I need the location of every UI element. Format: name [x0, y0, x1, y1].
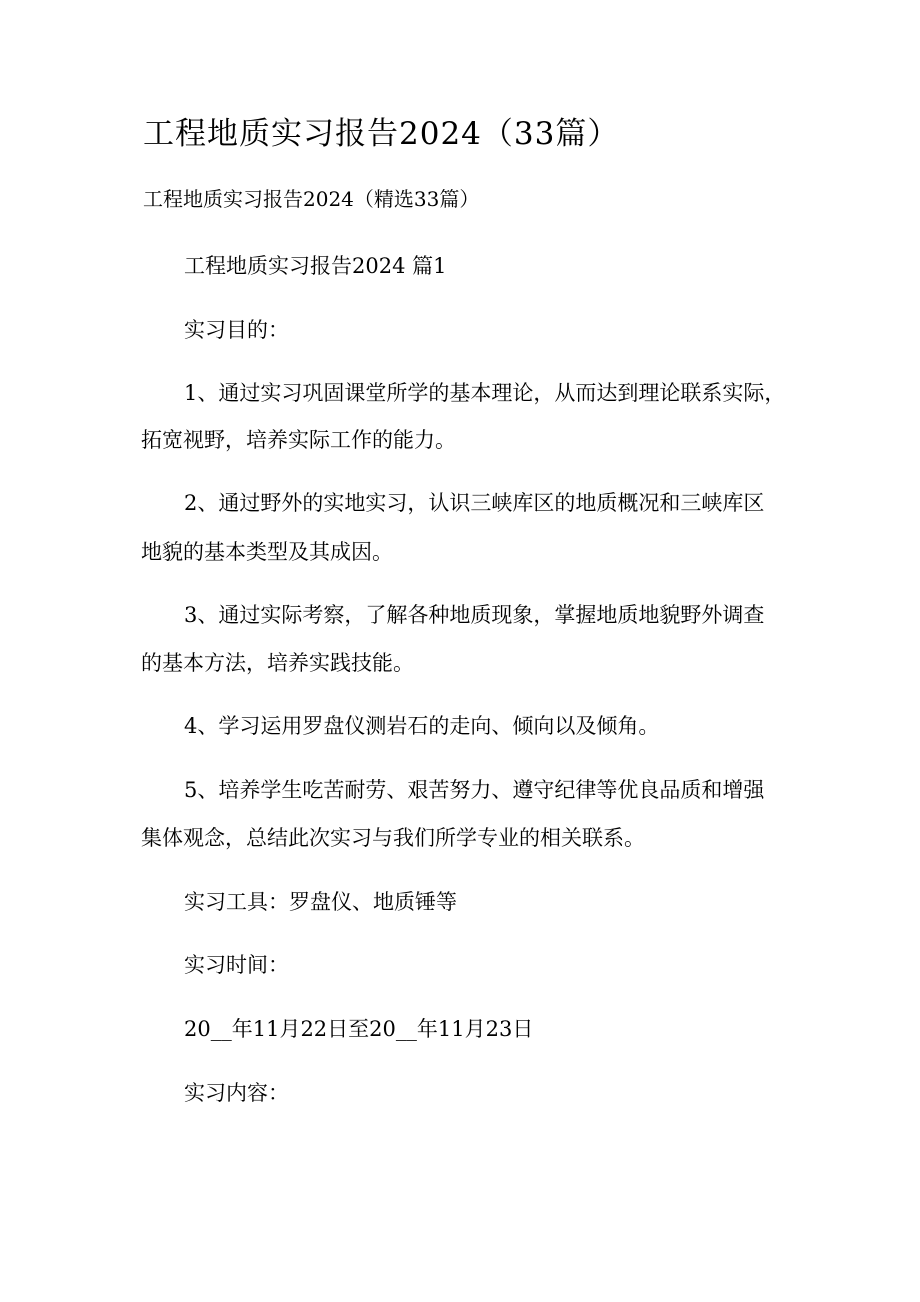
item-3-line-1: 3、通过实际考察，了解各种地质现象，掌握地质地貌野外调查: [184, 603, 765, 627]
item-2-line-2: 地貌的基本类型及其成因。: [141, 540, 393, 564]
item-4-line-1: 4、学习运用罗盘仪测岩石的走向、倾向以及倾角。: [184, 714, 660, 738]
document-title: 工程地质实习报告2024（33篇）: [143, 116, 620, 152]
item-2-line-1: 2、通过野外的实地实习，认识三峡库区的地质概况和三峡库区: [184, 491, 765, 515]
document-subtitle: 工程地质实习报告2024（精选33篇）: [143, 187, 480, 211]
section-heading: 工程地质实习报告2024 篇1: [184, 254, 447, 278]
tools-line: 实习工具：罗盘仪、地质锤等: [184, 890, 457, 914]
item-1-line-2: 拓宽视野，培养实际工作的能力。: [141, 428, 456, 452]
time-value: 20__年11月22日至20__年11月23日: [184, 1017, 534, 1041]
item-3-line-2: 的基本方法，培养实践技能。: [141, 651, 414, 675]
time-heading: 实习时间：: [184, 953, 289, 977]
purpose-heading: 实习目的：: [184, 318, 289, 342]
item-1-line-1: 1、通过实习巩固课堂所学的基本理论，从而达到理论联系实际，: [184, 381, 786, 405]
item-5-line-1: 5、培养学生吃苦耐劳、艰苦努力、遵守纪律等优良品质和增强: [184, 778, 765, 802]
content-heading: 实习内容：: [184, 1081, 289, 1105]
item-5-line-2: 集体观念，总结此次实习与我们所学专业的相关联系。: [141, 826, 645, 850]
